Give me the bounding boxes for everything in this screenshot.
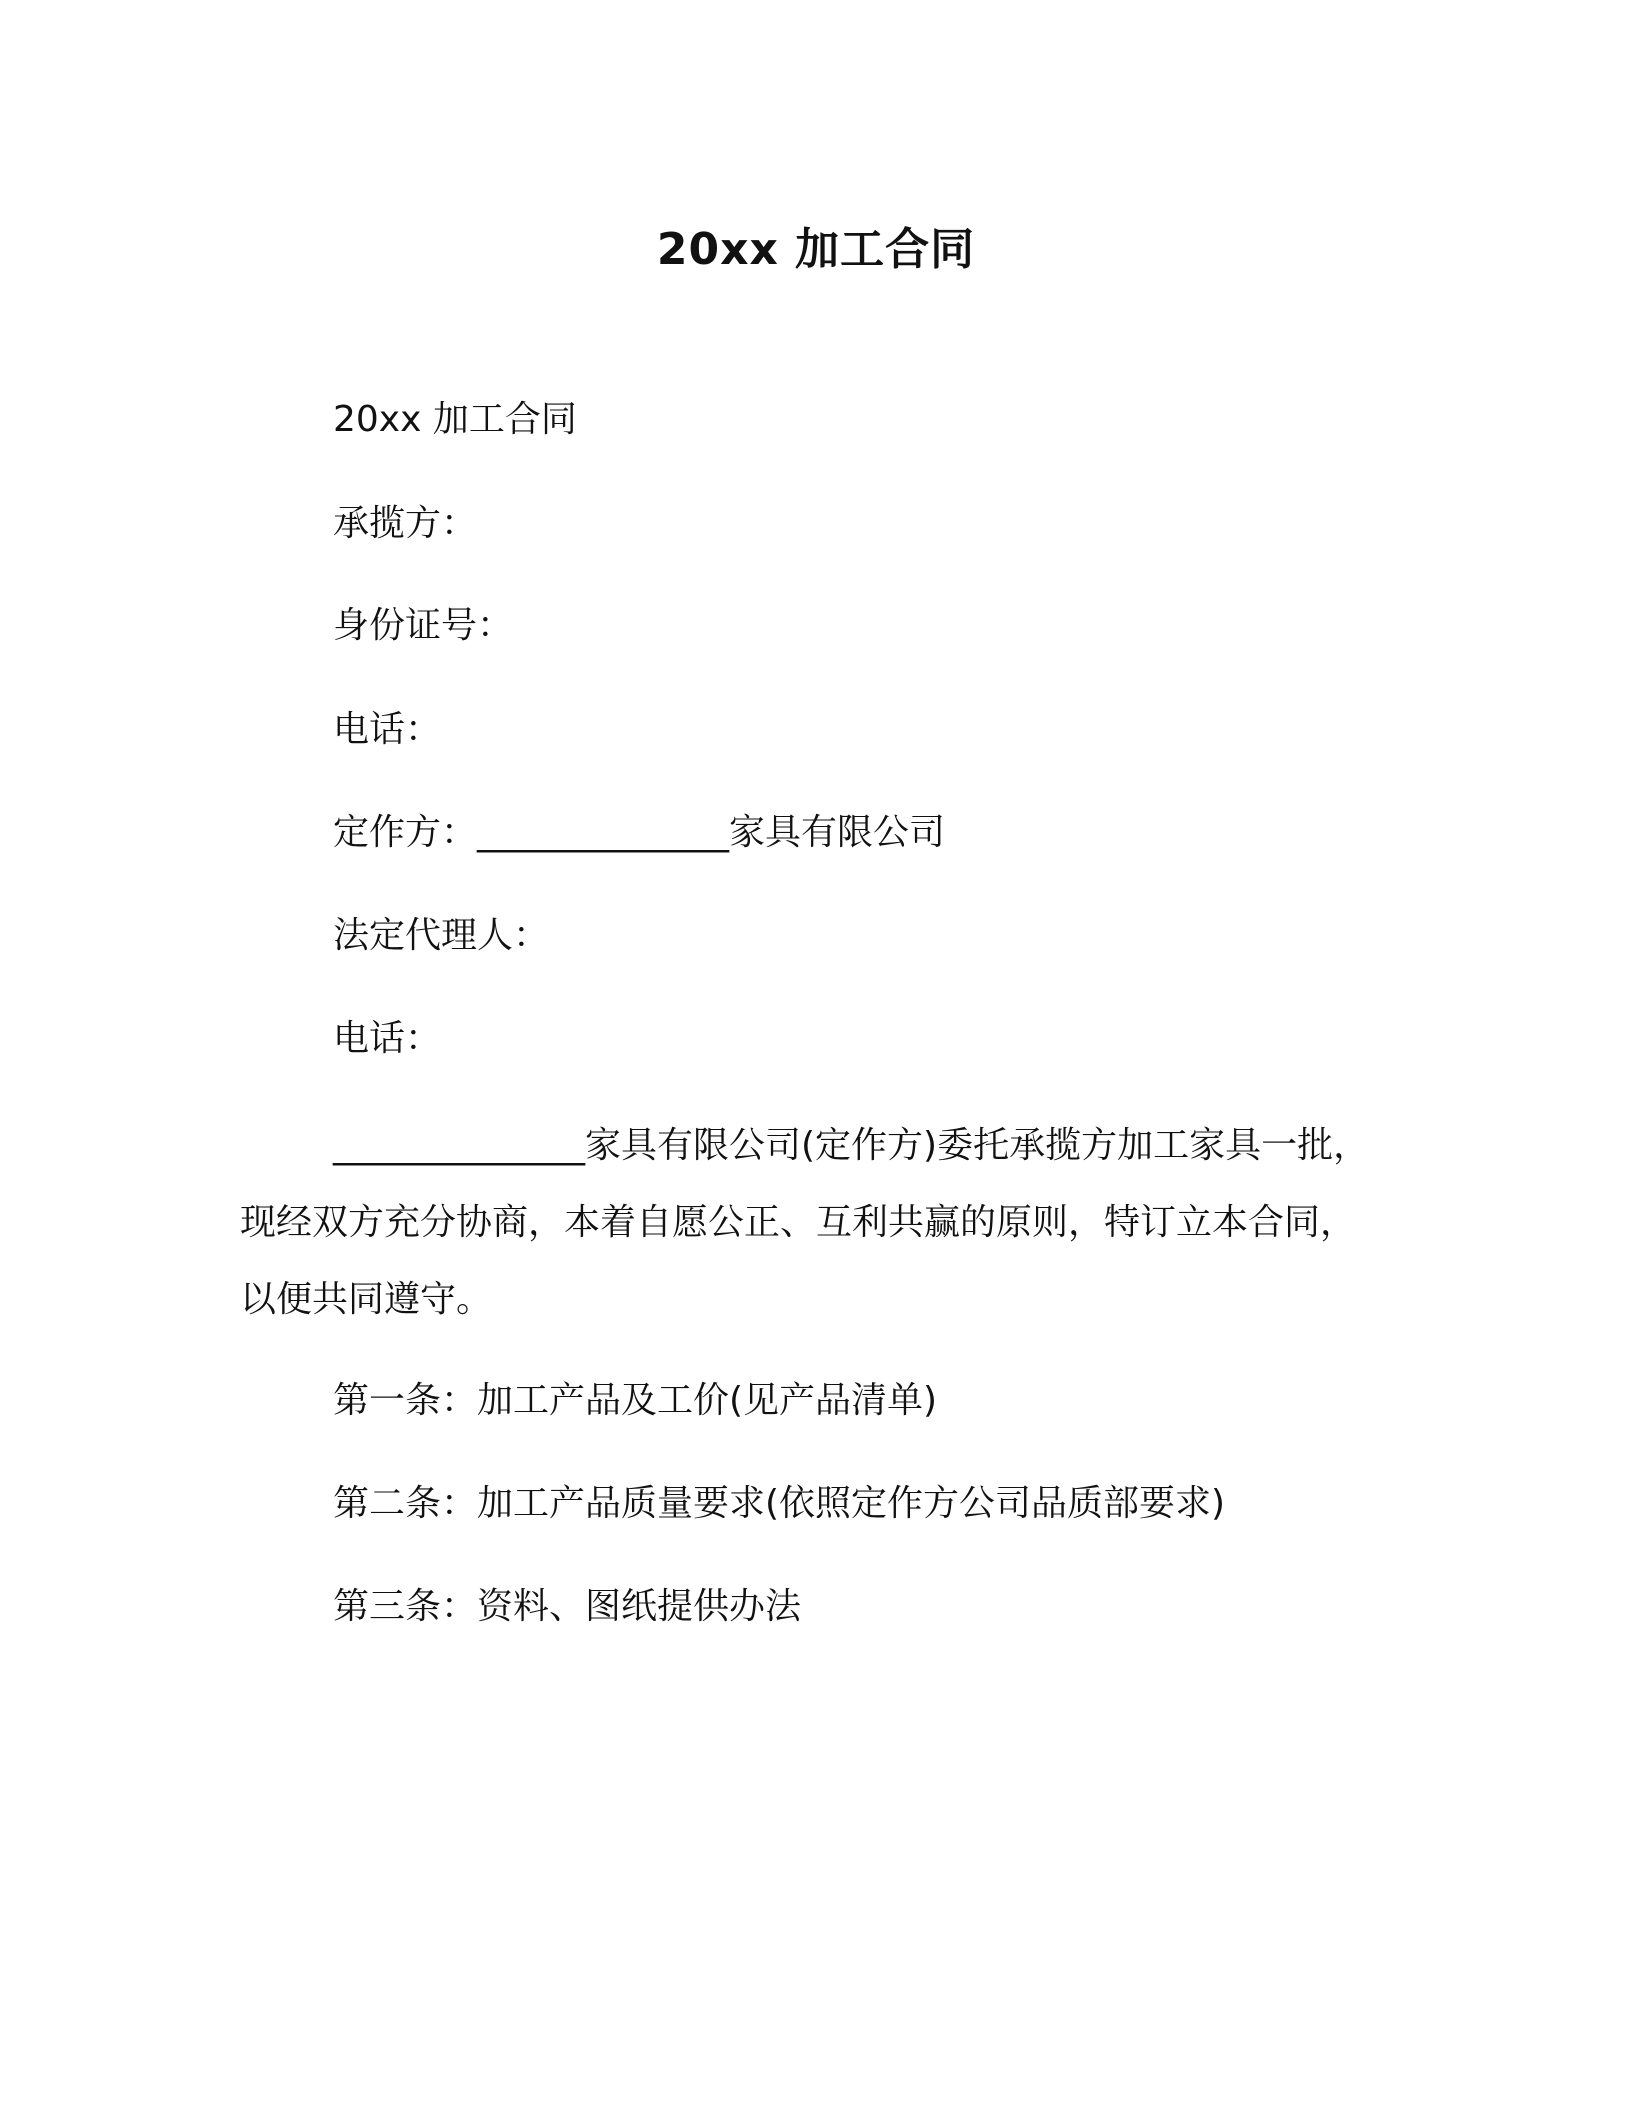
document-title: 20xx 加工合同 bbox=[656, 224, 976, 275]
intro-line-3: 以便共同遵守。 bbox=[240, 1279, 493, 1320]
intro-line-2: 现经双方充分协商，本着自愿公正、互利共赢的原则，特订立本合同， bbox=[240, 1202, 1357, 1243]
intro-paragraph bbox=[240, 1107, 1390, 1338]
id-number-label: 身份证号： bbox=[333, 605, 514, 646]
contractor-label: 承揽方： bbox=[333, 503, 478, 544]
phone-label-orderer: 电话： bbox=[333, 1018, 442, 1059]
article-1: 第一条：加工产品及工价(见产品清单) bbox=[333, 1380, 938, 1421]
article-3: 第三条：资料、图纸提供办法 bbox=[333, 1586, 802, 1627]
phone-label-contractor: 电话： bbox=[333, 709, 442, 750]
intro-line-1: ______________家具有限公司(定作方)委托承揽方加工家具一批， bbox=[333, 1125, 1370, 1166]
legal-agent-label: 法定代理人： bbox=[333, 915, 550, 956]
article-2: 第二条：加工产品质量要求(依照定作方公司品质部要求) bbox=[333, 1483, 1226, 1524]
orderer-line: 定作方：______________家具有限公司 bbox=[333, 812, 946, 853]
document-subtitle: 20xx 加工合同 bbox=[333, 399, 577, 440]
